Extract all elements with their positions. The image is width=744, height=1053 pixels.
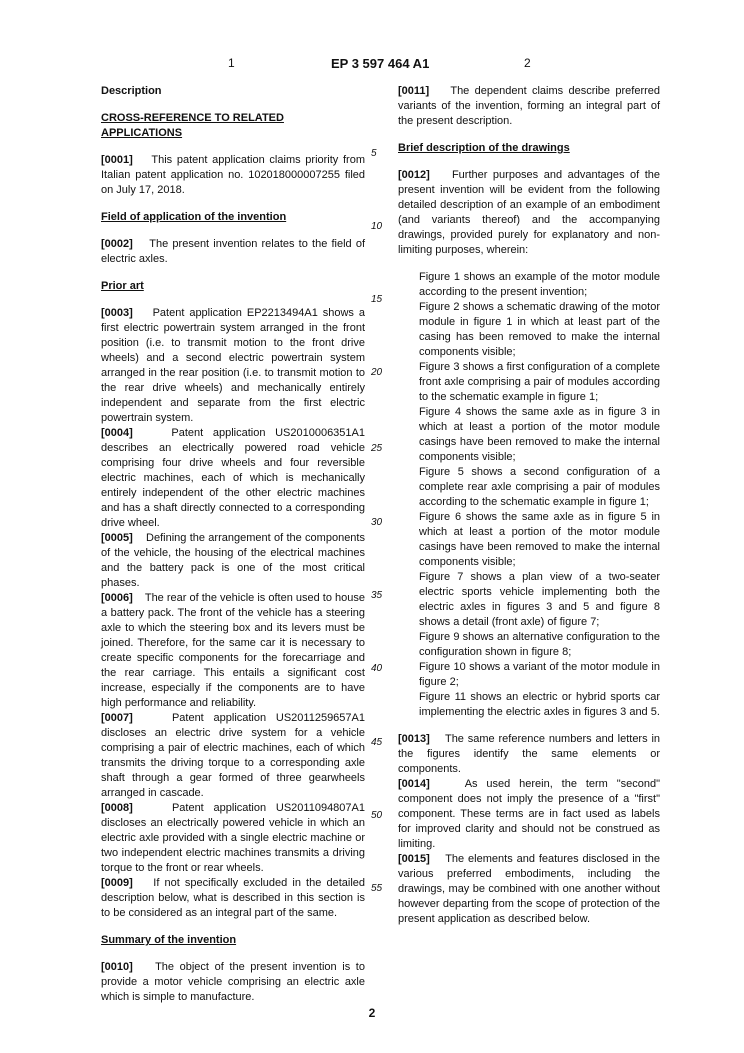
paragraph-0003: [0003] Patent application EP2213494A1 shows a first electric powertrain system arranged in the front position (i.e. to transmit motion to the front drive wheels) and a second electric powertrain system arranged in the rear position (i.e. to transmit motion to the rear drive wheels) and mechanically entirely independent and separate from the first electric powertrain system. [101, 307, 365, 424]
line-number-20: 20 [371, 367, 383, 378]
paragraph-0009: [0009] If not specifically excluded in the detailed description below, what is described in this section is to be considered as an integral part of the same. [101, 877, 365, 919]
figure-description-11: Figure 11 shows an electric or hybrid sports car implementing the electric axles in figures 3 and 5. [419, 691, 660, 718]
figure-description-10: Figure 10 shows a variant of the motor module in figure 2; [419, 661, 660, 688]
line-number-30: 30 [371, 517, 383, 528]
line-number-40: 40 [371, 663, 383, 674]
paragraph-0002: [0002] The present invention relates to the field of electric axles. [101, 238, 366, 265]
header-right-page-number: 2 [524, 56, 531, 70]
summary-heading: Summary of the invention [101, 934, 237, 946]
paragraph-0015: [0015] The elements and features disclosed in the various preferred embodiments, including the drawings, may be combined with one another without however departing from the scope of protection of the present application as described below. [398, 853, 660, 925]
paragraph-0011: [0011] The dependent claims describe preferred variants of the invention, forming an integral part of the present description. [398, 85, 661, 127]
figure-description-3: Figure 3 shows a first configuration of a complete front axle comprising a pair of modules according to the schematic example in figure 1; [419, 361, 660, 403]
line-number-25: 25 [371, 443, 383, 454]
paragraph-0005: [0005] Defining the arrangement of the components of the vehicle, the housing of the electrical machines and the battery pack is one of the most critical phases. [101, 532, 365, 589]
line-number-35: 35 [371, 590, 383, 601]
figure-description-1: Figure 1 shows an example of the motor module according to the present invention; [419, 271, 660, 298]
footer-page-number: 2 [368, 1006, 376, 1020]
line-number-10: 10 [371, 221, 383, 232]
paragraph-0012: [0012] Further purposes and advantages of the present invention will be evident from the following detailed description of an example of an embodiment (and variants thereof) and the accompanying drawings, provided purely for explanatory and non-limiting purposes, wherein: [398, 169, 661, 256]
brief-description-heading: Brief description of the drawings [398, 142, 570, 154]
paragraph-0008: [0008] Patent application US2011094807A1 discloses an electrically powered vehicle in which an electric axle provided with a single electric machine or two independent electric machines transmits a driving torque to the front or rear wheels. [101, 802, 365, 874]
figure-description-7: Figure 7 shows a plan view of a two-seater electric sports vehicle implementing both the electric axles in figures 3 and 5 and figure 8 shows a detail (front axle) of figure 7; [419, 571, 660, 628]
line-number-5: 5 [371, 148, 377, 159]
paragraph-0014: [0014] As used herein, the term "second" component does not imply the presence of a "first" component. These terms are in fact used as labels for improved clarity and should not be construed as limiting. [398, 778, 660, 850]
paragraph-0010: [0010] The object of the present invention is to provide a motor vehicle comprising an electric axle which is simple to manufacture. [101, 961, 365, 1003]
line-number-50: 50 [371, 810, 383, 821]
figure-description-4: Figure 4 shows the same axle as in figure 3 in which at least a portion of the motor module casings have been removed to make the internal components visible; [419, 406, 660, 463]
figure-description-9: Figure 9 shows an alternative configuration to the configuration shown in figure 8; [419, 631, 660, 658]
figure-description-6: Figure 6 shows the same axle as in figure 5 in which at least a portion of the motor module casings have been removed to make the internal components visible; [419, 511, 660, 568]
paragraph-0006: [0006] The rear of the vehicle is often used to house a battery pack. The front of the vehicle has a steering axle to which the steering box and its levers must be joined. Therefore, for the same car it is necessary to create specific components for the forecarriage and the rear carriage. This entails a significant cost increase, especially if the components are to have high performance and reliability. [101, 592, 365, 709]
paragraph-0007: [0007] Patent application US2011259657A1 discloses an electric drive system for a vehicle comprising a pair of electric machines, each of which transmits the driving torque to a corresponding axle shaft through a gear formed of three gearwheels arranged in cascade. [101, 712, 365, 799]
line-number-45: 45 [371, 737, 383, 748]
paragraph-0004: [0004] Patent application US2010006351A1 describes an electrically powered road vehicle comprising four drive wheels and four reversible electric machines, each of which is mechanically entirely independent of the other electric machines and has a shaft directly connected to a corresponding drive wheel. [101, 427, 365, 529]
figure-description-2: Figure 2 shows a schematic drawing of the motor module in figure 1 in which at least part of the casing has been removed to make the internal components visible; [419, 301, 660, 358]
publication-number: EP 3 597 464 A1 [331, 56, 430, 71]
left-column [101, 84, 365, 1005]
paragraph-0001: [0001] This patent application claims priority from Italian patent application no. 102018000007255 filed on July 17, 2018. [101, 154, 365, 196]
header-left-page-number: 1 [228, 56, 235, 70]
description-heading: Description [101, 85, 162, 97]
line-number-15: 15 [371, 294, 383, 305]
line-number-55: 55 [371, 883, 383, 894]
prior-art-heading: Prior art [101, 280, 144, 292]
right-column [398, 84, 660, 927]
paragraph-0013: [0013] The same reference numbers and letters in the figures identify the same elements or components. [398, 733, 661, 775]
crossref-heading: CROSS-REFERENCE TO RELATED APPLICATIONS [101, 112, 284, 139]
figure-description-5: Figure 5 shows a second configuration of a complete rear axle comprising a pair of modules according to the schematic example in figure 1; [419, 466, 660, 508]
field-heading: Field of application of the invention [101, 211, 287, 223]
